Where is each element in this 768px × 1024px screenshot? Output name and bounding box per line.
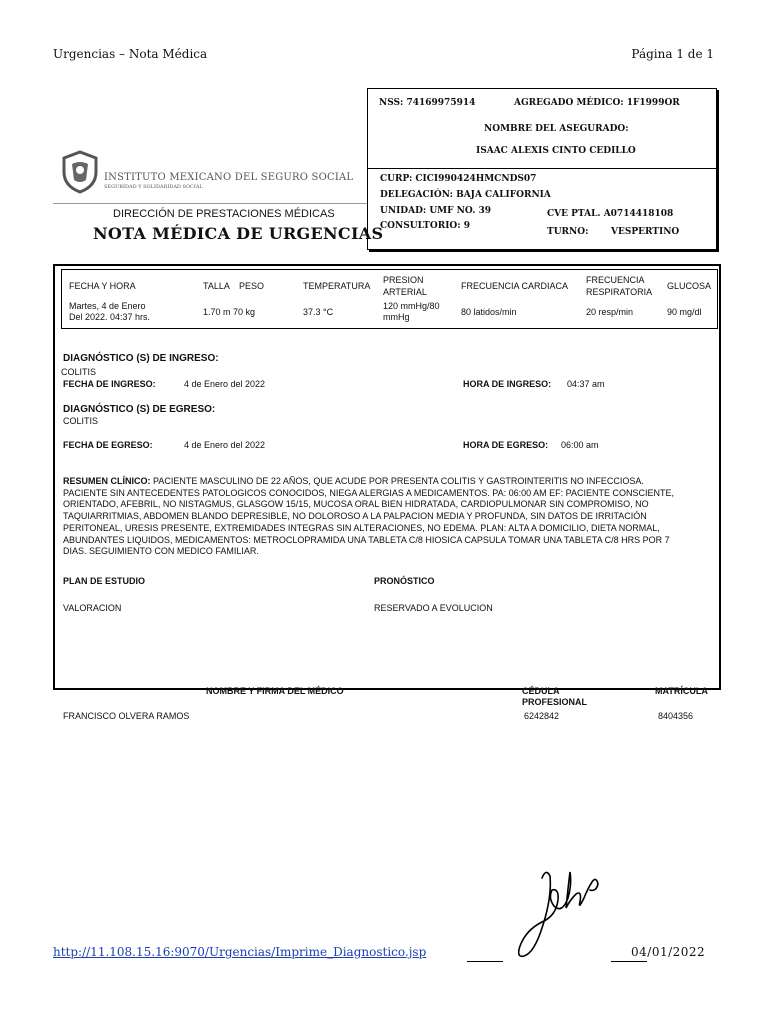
vitals-fecha-line1: Martes, 4 de Enero	[69, 301, 146, 311]
document-title: NOTA MÉDICA DE URGENCIAS	[93, 224, 384, 243]
turno-label: TURNO:	[547, 227, 589, 237]
fecha-ingreso: 4 de Enero del 2022	[184, 379, 266, 389]
hora-ingreso: 04:37 am	[567, 379, 605, 389]
nss: NSS: 74169975914	[379, 98, 476, 108]
resumen-line: TAQUIARRITMIAS, ABDOMEN BLANDO DEPRESIBLE, NO DOLOROSO A LA PALPACION MEDIA Y PROFUNDA, SIN DATOS DE IRRITACIÓN	[63, 511, 647, 522]
agregado-medico: AGREGADO MÉDICO: 1F1999OR	[514, 98, 680, 108]
hora-ingreso-label: HORA DE INGRESO:	[463, 379, 552, 389]
page-number: Página 1 de 1	[631, 47, 714, 61]
cedula-label-1: CÉDULA	[522, 686, 560, 696]
vitals-header-presion: PRESION ARTERIAL	[383, 275, 427, 297]
diagnostico-ingreso: COLITIS	[61, 367, 97, 377]
hora-egreso: 06:00 am	[561, 440, 599, 450]
plan-estudio: VALORACION	[63, 603, 122, 613]
nombre-label: NOMBRE DEL ASEGURADO:	[484, 124, 629, 134]
vitals-fecha-line2: Del 2022. 04:37 hrs.	[69, 312, 151, 322]
pronostico-label: PRONÓSTICO	[374, 576, 435, 586]
resumen-line: ORIENTADO, AFEBRIL, NO NISTAGMUS, GLASGOW 15/15, MUCOSA ORAL BIEN HIDRATADA, CARDIOPULMONAR SIN COMPROMISO, NO	[63, 499, 649, 510]
fecha-egreso: 4 de Enero del 2022	[184, 440, 266, 450]
fecha-ingreso-label: FECHA DE INGRESO:	[63, 379, 156, 389]
fecha-egreso-label: FECHA DE EGRESO:	[63, 440, 153, 450]
footer-rule-left	[467, 961, 503, 962]
matricula: 8404356	[658, 711, 694, 721]
footer-date: 04/01/2022	[631, 945, 706, 959]
plan-estudio-label: PLAN DE ESTUDIO	[63, 576, 146, 586]
vitals-header-fr: FRECUENCIA RESPIRATORIA	[586, 275, 653, 297]
resumen-label: RESUMEN CLÍNICO:	[63, 476, 151, 486]
vitals-header-peso: PESO	[239, 281, 265, 291]
diagnostico-egreso-label: DIAGNÓSTICO (S) DE EGRESO:	[63, 404, 216, 415]
patient-name: ISAAC ALEXIS CINTO CEDILLO	[476, 146, 636, 156]
institution-subtitle: SEGURIDAD Y SOLIDARIDAD SOCIAL	[104, 184, 203, 190]
pronostico: RESERVADO A EVOLUCION	[374, 603, 493, 613]
vitals-header-fecha: FECHA Y HORA	[69, 281, 136, 291]
vitals-glucosa: 90 mg/dl	[667, 307, 702, 317]
header-divider	[53, 203, 367, 204]
vitals-header-temperatura: TEMPERATURA	[303, 281, 371, 291]
source-url-link[interactable]: http://11.108.15.16:9070/Urgencias/Imprime_Diagnostico.jsp	[53, 945, 427, 959]
resumen-line: DIAS. SEGUIMIENTO CON MEDICO FAMILIAR.	[63, 546, 259, 557]
cedula-label-2: PROFESIONAL	[522, 697, 588, 707]
diagnostico-egreso: COLITIS	[63, 416, 99, 426]
vitals-fc: 80 latidos/min	[461, 307, 517, 317]
curp: CURP: CICI990424HMCNDS07	[380, 174, 537, 184]
footer-rule-right	[611, 961, 647, 962]
page-header-left: Urgencias – Nota Médica	[53, 47, 208, 61]
vitals-header-talla: TALLA	[203, 281, 230, 291]
resumen-line: PERITONEAL, URESIS PRESENTE, EXTREMIDADES INTEGRAS SIN ALTERACIONES, NO EDEMA. PLAN: ALTA A DOMICILIO, DIETA NORMAL,	[63, 522, 660, 533]
vitals-header-glucosa: GLUCOSA	[667, 281, 712, 291]
resumen-clinico	[63, 476, 713, 558]
cve-ptal: CVE PTAL. A0714418108	[547, 209, 674, 219]
unidad: UNIDAD: UMF NO. 39	[380, 206, 491, 216]
vitals-temperatura: 37.3 °C	[303, 307, 334, 317]
hora-egreso-label: HORA DE EGRESO:	[463, 440, 549, 450]
matricula-label: MATRÍCULA	[655, 686, 708, 696]
turno: VESPERTINO	[611, 227, 680, 237]
diagnostico-ingreso-label: DIAGNÓSTICO (S) DE INGRESO:	[63, 353, 219, 364]
resumen-line: PACIENTE SIN ANTECEDENTES PATOLOGICOS CONOCIDOS, NIEGA ALERGIAS A MEDICAMENTOS. PA: 06:00 AM EF: PACIENTE CONSCIENTE,	[63, 487, 674, 498]
vitals-fr: 20 resp/min	[586, 307, 634, 317]
resumen-line: PACIENTE MASCULINO DE 22 AÑOS, QUE ACUDE POR PRESENTA COLITIS Y GASTROINTERITIS NO INFECCIOSA.	[150, 476, 644, 486]
cedula: 6242842	[524, 711, 560, 721]
vitals-talla-peso: 1.70 m 70 kg	[203, 307, 256, 317]
delegacion: DELEGACIÓN: BAJA CALIFORNIA	[380, 190, 551, 200]
patient-box-divider	[367, 168, 717, 169]
imss-logo	[60, 150, 100, 194]
medico-nombre: FRANCISCO OLVERA RAMOS	[63, 711, 190, 721]
direction-label: DIRECCIÓN DE PRESTACIONES MÉDICAS	[113, 208, 335, 220]
consultorio: CONSULTORIO: 9	[380, 221, 470, 231]
vitals-header-fc: FRECUENCIA CARDIACA	[461, 281, 569, 291]
vitals-presion: 120 mmHg/80 mmHg	[383, 301, 440, 322]
nombre-firma-label: NOMBRE Y FIRMA DEL MÉDICO	[206, 686, 344, 696]
doctor-signature	[512, 858, 612, 962]
institution-name: INSTITUTO MEXICANO DEL SEGURO SOCIAL	[104, 172, 354, 183]
resumen-line: ABUNDANTES LIQUIDOS, MEDICAMENTOS: METROCLOPRAMIDA UNA TABLETA C/8 HIOSICA CAPSULA TOMAR UNA TABLETA C/8 HRS POR 7	[63, 534, 670, 545]
